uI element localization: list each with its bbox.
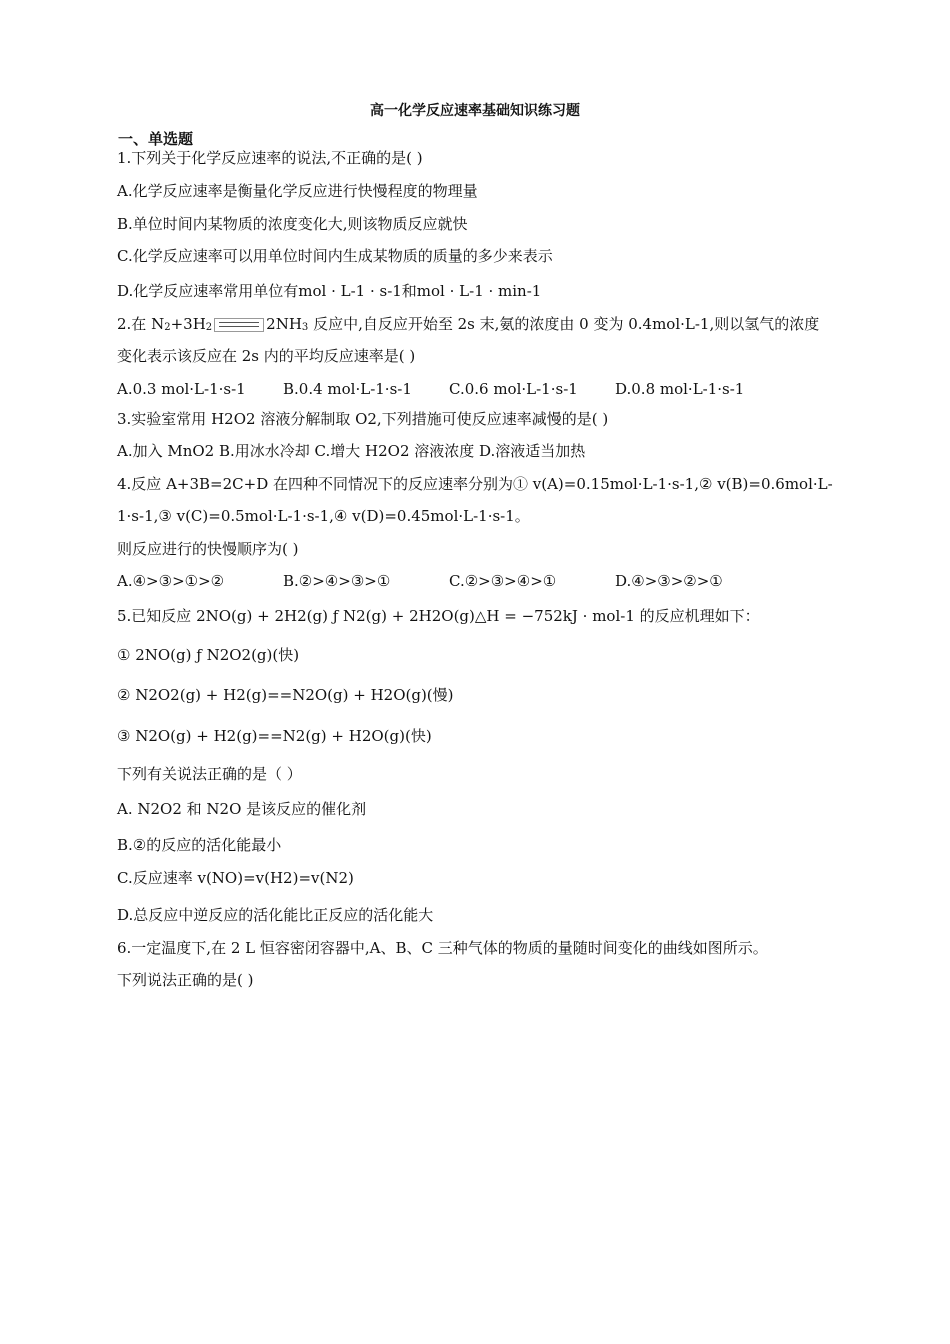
question-5-step-1: ① 2NO(g) ƒ N2O2(g)(快) (117, 646, 300, 664)
question-5-step-2: ② N2O2(g) + H2(g)==N2O(g) + H2O(g)(慢) (117, 686, 454, 704)
section-heading: 一、单选题 (118, 130, 194, 148)
page-title: 高一化学反应速率基础知识练习题 (370, 103, 580, 119)
q2-option-d: D.0.8 mol·L-1·s-1 (615, 380, 745, 398)
q2-option-c: C.0.6 mol·L-1·s-1 (449, 380, 578, 398)
question-6-line-1: 6.一定温度下,在 2 L 恒容密闭容器中,A、B、C 三种气体的物质的量随时间变化的曲线如图所示。 (117, 939, 768, 957)
question-1-option-d: D.化学反应速率常用单位有mol · L-1 · s-1和mol · L-1 · min-1 (117, 282, 542, 300)
question-5-step-3: ③ N2O(g) + H2(g)==N2(g) + H2O(g)(快) (117, 727, 432, 745)
q2-product: 2NH (266, 315, 302, 333)
q2-prefix: 2.在 N (117, 315, 165, 333)
q2-option-b: B.0.4 mol·L-1·s-1 (283, 380, 412, 398)
q2-option-a: A.0.3 mol·L-1·s-1 (117, 380, 246, 398)
equilibrium-arrow-icon (214, 318, 264, 332)
question-1-option-b: B.单位时间内某物质的浓度变化大,则该物质反应就快 (117, 215, 468, 233)
question-3-options: A.加入 MnO2 B.用冰水冷却 C.增大 H2O2 溶液浓度 D.溶液适当加热 (117, 442, 586, 460)
question-5-option-b: B.②的反应的活化能最小 (117, 836, 282, 854)
q4-option-d: D.④>③>②>① (615, 572, 723, 590)
question-1-option-a: A.化学反应速率是衡量化学反应进行快慢程度的物理量 (117, 182, 478, 200)
question-3-stem: 3.实验室常用 H2O2 溶液分解制取 O2,下列措施可使反应速率减慢的是( ) (117, 410, 609, 428)
question-5-ask: 下列有关说法正确的是（ ） (117, 765, 302, 783)
q2-mid: +3H (170, 315, 206, 333)
question-4-line-2: 1·s-1,③ v(C)=0.5mol·L-1·s-1,④ v(D)=0.45mol·L-1·s-1。 (117, 507, 530, 525)
question-2-line-1: 2.在 $N_2+3H_2$ $2NH_3$ 反应中,自反应开始至 2s 末,氨的浓度由 0 变为 0.4mol·L-1,则以氢气的浓度 (117, 315, 820, 333)
question-1-option-c: C.化学反应速率可以用单位时间内生成某物质的质量的多少来表示 (117, 247, 553, 265)
question-4-line-3: 则反应进行的快慢顺序为( ) (117, 540, 299, 558)
question-4-line-1: 4.反应 A+3B=2C+D 在四种不同情况下的反应速率分别为① v(A)=0.15mol·L-1·s-1,② v(B)=0.6mol·L- (117, 475, 833, 493)
q4-option-a: A.④>③>①>② (117, 572, 225, 590)
q4-option-c: C.②>③>④>① (449, 572, 557, 590)
question-5-option-c: C.反应速率 v(NO)=v(H2)=v(N2) (117, 869, 354, 887)
q4-option-b: B.②>④>③>① (283, 572, 391, 590)
question-5-option-d: D.总反应中逆反应的活化能比正反应的活化能大 (117, 906, 434, 924)
question-1-stem: 1.下列关于化学反应速率的说法,不正确的是( ) (117, 149, 423, 167)
question-5-option-a: A. N2O2 和 N2O 是该反应的催化剂 (117, 800, 367, 818)
q2-tail: 反应中,自反应开始至 2s 末,氨的浓度由 0 变为 0.4mol·L-1,则以氢气的浓度 (308, 315, 820, 333)
question-6-line-2: 下列说法正确的是( ) (117, 971, 254, 989)
question-4-options (117, 571, 781, 591)
question-2-options (117, 379, 781, 399)
question-5-stem: 5.已知反应 2NO(g) + 2H2(g) ƒ N2(g) + 2H2O(g)△H = −752kJ · mol-1 的反应机理如下： (117, 607, 760, 625)
question-2-line-2: 变化表示该反应在 2s 内的平均反应速率是( ) (117, 347, 416, 365)
